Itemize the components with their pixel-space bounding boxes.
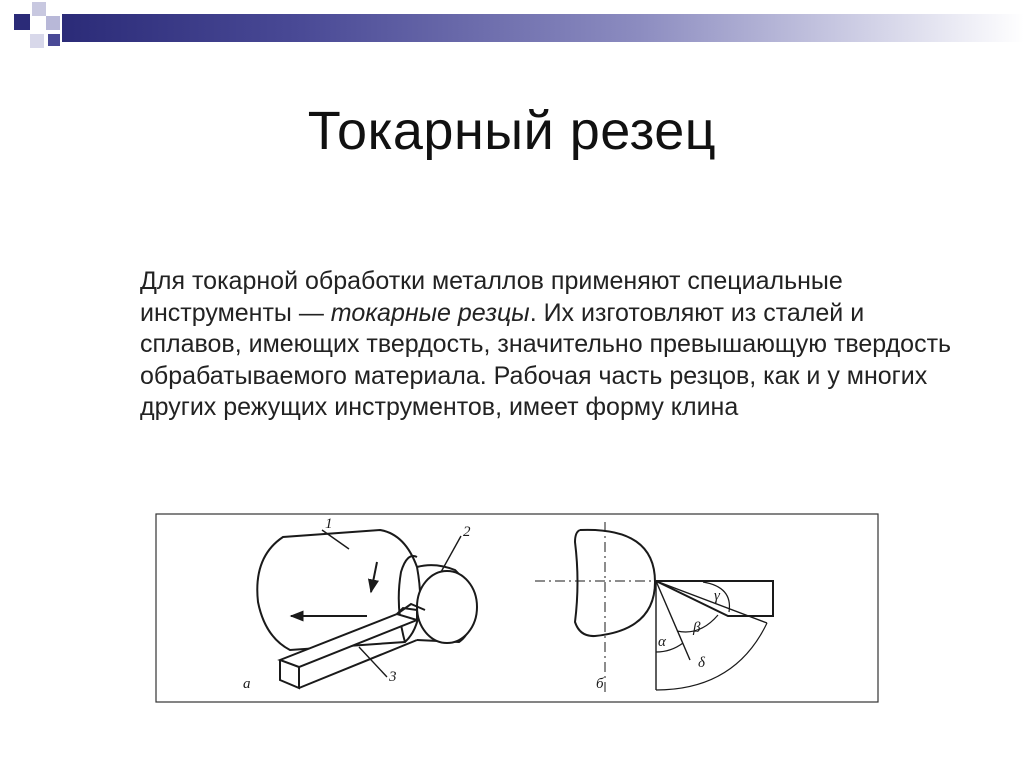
label-part-3: 3 [389,669,397,685]
label-view-a: а [243,676,251,692]
delta-arc [656,623,767,690]
body-text-part: Для токарной обработки металлов применяют специальные инструменты — [140,267,850,327]
header-square-light [46,16,60,30]
header-square-dark [48,34,60,46]
leader-line-2 [441,536,461,572]
machined-step-face [417,571,477,643]
body-text-emphasis: токарные резцы [330,298,530,327]
label-beta: β [693,620,701,636]
slide-title: Токарный резец [307,101,717,161]
slide-body-text [140,266,960,424]
label-view-b: б [596,676,604,692]
header-decoration [0,0,1024,56]
label-part-1: 1 [325,516,333,532]
header-square-light [32,2,46,16]
label-part-2: 2 [463,524,471,540]
header-gradient-bar [62,14,1024,42]
label-delta: δ [698,655,705,671]
view-b-drawing [535,522,773,692]
rotation-direction-arrow [371,562,377,592]
header-square-light [30,34,44,48]
workpiece-section [575,530,655,636]
cutter-diagram [155,512,879,704]
cutter-body [280,614,417,667]
header-square-dark [14,14,30,30]
view-a-drawing [257,530,477,688]
body-text-part: . Их изготовляют из сталей и сплавов, имеющих твердость, значительно превышающую твердость обрабатываемого материала. Рабочая часть резцов, как и у многих других режущих инструментов, имеет форму клина [140,298,959,421]
figure-frame [156,514,878,702]
label-gamma: γ [714,588,720,604]
wedge-extension-line [656,581,767,623]
workpiece-cylinder [257,530,420,650]
label-alpha: α [658,634,666,650]
